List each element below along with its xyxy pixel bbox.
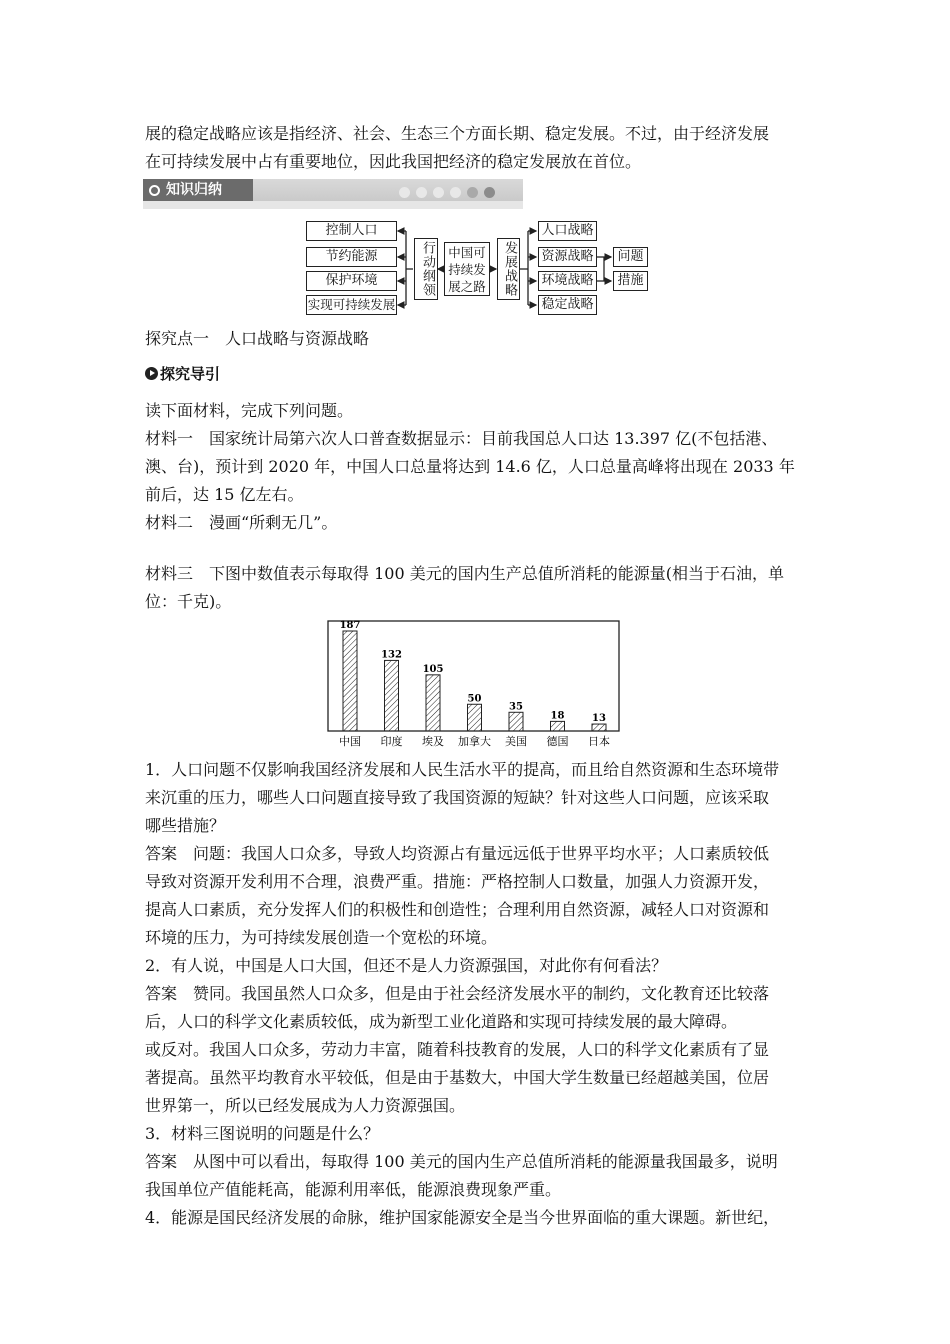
- box-resource-strategy: 资源战略: [538, 247, 597, 267]
- box-development-strategy: 发展战略: [497, 238, 520, 300]
- bar-value-label-1: 132: [381, 649, 402, 661]
- a1-line-2: 导致对资源开发利用不合理，浪费严重。措施：严格控制人口数量，加强人力资源开发，: [145, 872, 770, 891]
- box-protect-environment: 保护环境: [306, 271, 397, 291]
- category-label-3: 加拿大: [458, 735, 491, 748]
- category-label-0: 中国: [339, 735, 361, 748]
- intro-line-2: 在可持续发展中占有重要地位，因此我国把经济的稳定发展放在首位。: [145, 152, 642, 171]
- category-label-5: 德国: [546, 735, 569, 748]
- banner-title: 知识归纳: [166, 182, 222, 198]
- category-label-1: 印度: [380, 735, 403, 748]
- material3-line-2: 位：千克)。: [145, 592, 232, 611]
- bar-value-label-2: 105: [422, 663, 444, 675]
- bar-3: [468, 704, 482, 731]
- section-title: 探究点一 人口战略与资源战略: [145, 329, 370, 348]
- bar-6: [592, 724, 606, 731]
- a3-line-2: 我国单位产值能耗高，能源利用率低，能源浪费现象严重。: [145, 1180, 562, 1199]
- box-china-sustainable-path: 中国可持续发展之路: [444, 242, 490, 296]
- a2-line-4: 著提高。虽然平均教育水平较低，但是由于基数大，中国大学生数量已经超越美国，位居: [145, 1068, 770, 1087]
- bar-0: [343, 631, 357, 731]
- a2-line-5: 世界第一，所以已经发展成为人力资源强国。: [145, 1096, 466, 1115]
- bar-2: [426, 675, 440, 731]
- a1-line-3: 提高人口素质，充分发挥人们的积极性和创造性；合理利用自然资源，减轻人口对资源和: [145, 900, 770, 919]
- energy-bar-chart: [325, 619, 625, 749]
- category-label-6: 日本: [588, 735, 610, 748]
- material1-line-1: 材料一 国家统计局第六次人口普查数据显示：目前我国总人口达 13.397 亿(不包括港、: [145, 429, 778, 448]
- material1-line-2: 澳、台)，预计到 2020 年，中国人口总量将达到 14.6 亿，人口总量高峰将出现在 2033 年: [145, 457, 795, 476]
- box-measures: 措施: [613, 271, 648, 291]
- read-instruction: 读下面材料，完成下列问题。: [145, 401, 354, 420]
- q3: 3．材料三图说明的问题是什么？: [145, 1124, 380, 1143]
- guide-heading-text: 探究导引: [160, 365, 221, 383]
- material2: 材料二 漫画“所剩无几”。: [145, 513, 338, 532]
- material3-line-1: 材料三 下图中数值表示每取得 100 美元的国内生产总值所消耗的能源量(相当于石油，单: [145, 564, 784, 583]
- a3-line-1: 答案 从图中可以看出，每取得 100 美元的国内生产总值所消耗的能源量我国最多，说明: [145, 1152, 778, 1171]
- category-label-2: 埃及: [422, 735, 444, 748]
- q1-line-1: 1．人口问题不仅影响我国经济发展和人民生活水平的提高，而且给自然资源和生态环境带: [145, 760, 780, 779]
- box-control-population: 控制人口: [306, 221, 397, 241]
- bar-value-label-0: 187: [339, 620, 361, 631]
- bar-value-label-6: 13: [592, 713, 606, 725]
- box-problem: 问题: [613, 247, 648, 267]
- box-environment-strategy: 环境战略: [538, 271, 597, 291]
- material1-line-3: 前后，达 15 亿左右。: [145, 485, 304, 504]
- bar-4: [509, 712, 523, 731]
- bar-value-label-3: 50: [467, 693, 482, 705]
- bar-value-label-5: 18: [550, 710, 565, 722]
- box-action-program: 行动纲领: [414, 238, 438, 300]
- a2-line-1: 答案 赞同。我国虽然人口众多，但是由于社会经济发展水平的制约，文化教育还比较落: [145, 984, 770, 1003]
- q1-line-2: 来沉重的压力，哪些人口问题直接导致了我国资源的短缺？针对这些人口问题，应该采取: [145, 788, 770, 807]
- a2-line-3: 或反对。我国人口众多，劳动力丰富，随着科技教育的发展，人口的科学文化素质有了显: [145, 1040, 770, 1059]
- a2-line-2: 后，人口的科学文化素质较低，成为新型工业化道路和实现可持续发展的最大障碍。: [145, 1012, 738, 1031]
- box-save-energy: 节约能源: [306, 247, 397, 267]
- play-circle-icon: [145, 367, 158, 380]
- a1-line-4: 环境的压力，为可持续发展创造一个宽松的环境。: [145, 928, 498, 947]
- a1-line-1: 答案 问题：我国人口众多，导致人均资源占有量远远低于世界平均水平；人口素质较低: [145, 844, 770, 863]
- q1-line-3: 哪些措施？: [145, 816, 226, 835]
- guide-heading: [145, 363, 220, 384]
- box-sustainable-development: 实现可持续发展: [306, 295, 397, 315]
- bar-value-label-4: 35: [509, 701, 523, 713]
- category-label-4: 美国: [505, 735, 527, 748]
- q2: 2．有人说，中国是人口大国，但还不是人力资源强国，对此你有何看法？: [145, 956, 668, 975]
- bar-5: [551, 721, 565, 731]
- bar-1: [385, 660, 399, 731]
- q4: 4．能源是国民经济发展的命脉，维护国家能源安全是当今世界面临的重大课题。新世纪，: [145, 1208, 780, 1227]
- intro-line-1: 展的稳定战略应该是指经济、社会、生态三个方面长期、稳定发展。不过，由于经济发展: [145, 124, 770, 143]
- box-stability-strategy: 稳定战略: [538, 295, 597, 315]
- box-population-strategy: 人口战略: [538, 221, 597, 241]
